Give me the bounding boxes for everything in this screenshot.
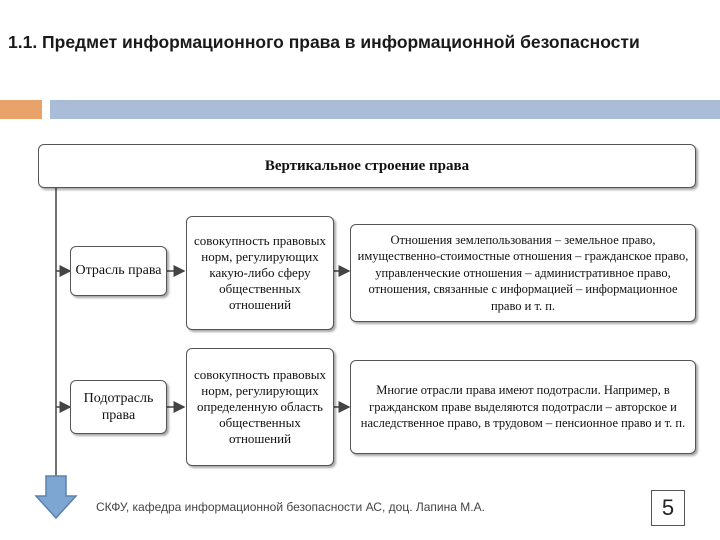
- page-number: 5: [651, 490, 685, 526]
- down-arrow-icon: [36, 476, 76, 518]
- row-description-subbranch: Многие отрасли права имеют подотрасли. Например, в гражданском праве выделяются подотрасли – авторское и наследственное право, в трудовом – пенсионное право и т. п.: [350, 360, 696, 454]
- row-definition-subbranch: совокупность правовых норм, регулирующих определенную область общественных отношений: [186, 348, 334, 466]
- row-label-subbranch: Подотрасль права: [70, 380, 167, 434]
- footer-text: СКФУ, кафедра информационной безопасности АС, доц. Лапина М.А.: [96, 500, 485, 514]
- row-definition-branch: совокупность правовых норм, регулирующих какую-либо сферу общественных отношений: [186, 216, 334, 330]
- row-description-branch: Отношения землепользования – земельное право, имущественно-стоимостные отношения – гражданское право, управленческие отношения – административное право, отношения, связанные с информацией – информационное право и т. п.: [350, 224, 696, 322]
- slide-title: 1.1. Предмет информационного права в информационной безопасности: [8, 32, 640, 52]
- diagram-header: Вертикальное строение права: [38, 144, 696, 188]
- row-label-branch: Отрасль права: [70, 246, 167, 296]
